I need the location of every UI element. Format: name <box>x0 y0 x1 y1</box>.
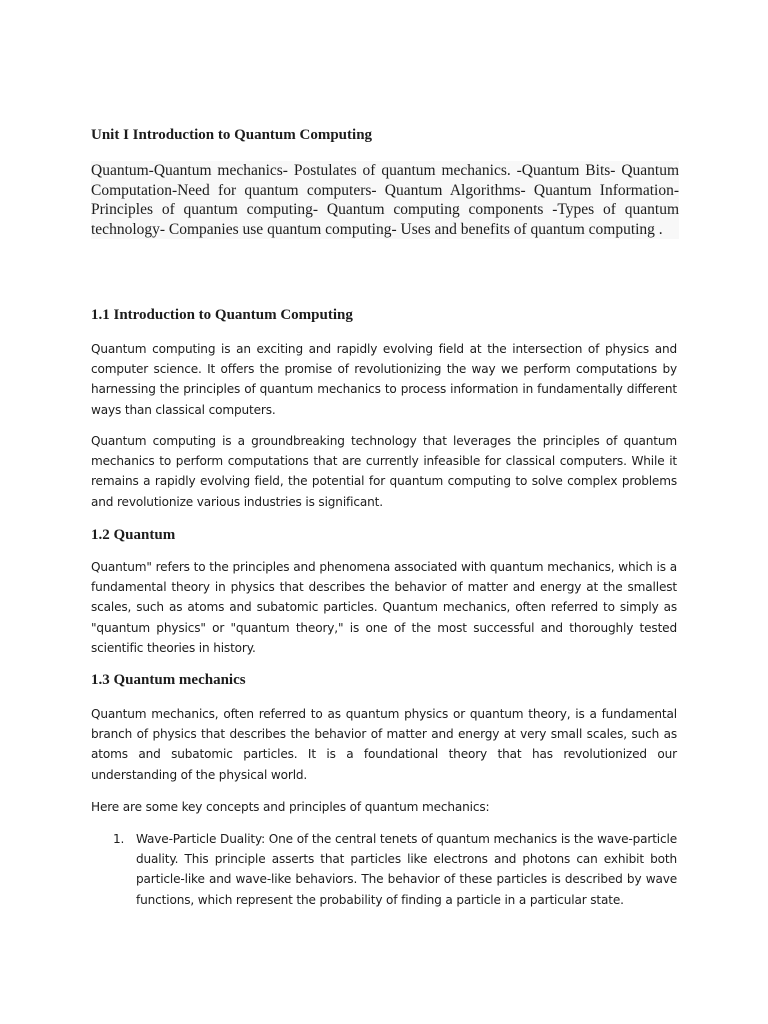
key-concepts-list <box>91 829 677 910</box>
paragraph-intro-2: Quantum computing is a groundbreaking technology that leverages the principles of quantum mechanics to perform computations that are currently infeasible for classical computers. While it remains a rapidly evolving field, the potential for quantum computing to solve complex problems and revolutionize various industries is significant. <box>91 434 677 509</box>
unit-topics: Quantum-Quantum mechanics- Postulates of quantum mechanics. -Quantum Bits- Quantum Computation-Need for quantum computers- Quantum Algorithms- Quantum Information- Principles of quantum computing- Quantum computing components -Types of quantum technology- Companies use quantum computing- Uses and benefits of quantum computing . <box>91 162 679 238</box>
paragraph-intro-1: Quantum computing is an exciting and rapidly evolving field at the intersection of physics and computer science. It offers the promise of revolutionizing the way we perform computations by harnessing the principles of quantum mechanics to process information in fundamentally different ways than classical computers. <box>91 342 677 417</box>
section-heading-1-3: 1.3 Quantum mechanics <box>91 672 246 688</box>
paragraph-mechanics-2: Here are some key concepts and principles of quantum mechanics: <box>91 800 490 814</box>
section-heading-1-2: 1.2 Quantum <box>91 527 176 543</box>
paragraph-mechanics-1: Quantum mechanics, often referred to as quantum physics or quantum theory, is a fundamental branch of physics that describes the behavior of matter and energy at very small scales, such as atoms and subatomic particles. It is a foundational theory that has revolutionized our understanding of the physical world. <box>91 707 677 782</box>
list-item-number: 1. <box>113 832 125 846</box>
list-item <box>91 829 677 910</box>
paragraph-quantum: Quantum" refers to the principles and phenomena associated with quantum mechanics, which is a fundamental theory in physics that describes the behavior of matter and energy at the smallest scales, such as atoms and subatomic particles. Quantum mechanics, often referred to simply as "quantum physics" or "quantum theory," is one of the most successful and thoroughly tested scientific theories in history. <box>91 560 677 655</box>
section-heading-1-1: 1.1 Introduction to Quantum Computing <box>91 307 353 323</box>
list-item-text: Wave-Particle Duality: One of the central tenets of quantum mechanics is the wave-particle duality. This principle asserts that particles like electrons and photons can exhibit both particle-like and wave-like behaviors. The behavior of these particles is described by wave functions, which represent the probability of finding a particle in a particular state. <box>136 832 677 907</box>
unit-title: Unit I Introduction to Quantum Computing <box>91 127 373 143</box>
